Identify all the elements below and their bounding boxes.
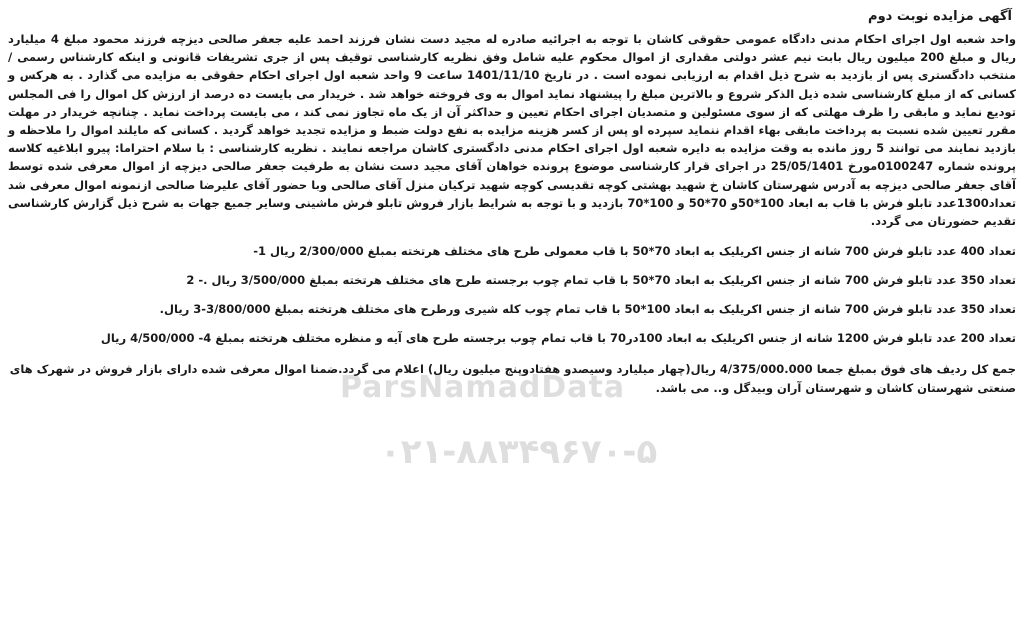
list-item: تعداد 400 عدد تابلو فرش 700 شانه از جنس اکریلیک به ابعاد 70*50 با قاب معمولی طرح های مختلف هرتخته بمبلغ 2/300/000 ریال 1- (253, 244, 1016, 259)
watermark-phone: ۰۲۱-۸۸۳۴۹۶۷۰-۵ (380, 432, 658, 472)
notice-summary: جمع کل ردیف های فوق بمبلغ جمعا 4/375/000.000 ریال(چهار میلیارد وسیصدو هفتادوپنج میلیون ریال) اعلام می گردد.ضمنا اموال معرفی شده دارای بازار فروش در شهرک های صنعتی شهرستان کاشان و شهرستان آران وبیدگل و.. می باشد. (9, 362, 1016, 396)
list-item: تعداد 350 عدد تابلو فرش 700 شانه از جنس اکریلیک به ابعاد 100*50 با قاب تمام چوب کله شیری ورطرح های مختلف هرتخته بمبلغ 3/800/000-3 ریال. (159, 302, 1016, 317)
list-item: تعداد 200 عدد تابلو فرش 1200 شانه از جنس اکریلیک به ابعاد 100در70 با قاب تمام چوب برجسته طرح های آیه و منظره مختلف هرتخته بمبلغ 4- 4/500/000 ریال (100, 331, 1016, 346)
notice-title: آگهی مزایده نوبت دوم (868, 9, 1012, 24)
notice-body: واحد شعبه اول اجرای احکام مدنی دادگاه عمومی حقوقی کاشان با توجه به اجرائیه صادره له مجید دست نشان فرزند احمد علیه جعفر صالحی دیزچه فرزند محمود مبلغ 4 میلیارد ریال و مبلغ 200 میلیون ریال بابت نیم عشر دولتی مقداری از اموال محکوم علیه شامل وفق نظریه کارشناسی توقیف پس از جری تشریفات قانونی و اینکه کارشناس رسمی / منتخب دادگستری پس از بازدید به شرح ذیل اقدام به ارزیابی نموده است . در تاریخ 1401/11/10 ساعت 9 واحد شعبه اول اجرای احکام حقوقی به مزایده می گذارد . به هرکس و کسانی که از مبلغ کارشناسی شده ذیل الذکر شروع و بالاترین مبلغ را پیشنهاد نماید اموال به وی فروخته خواهد شد . خریدار می بایست ده درصد از ارزش کل اموال را فی المجلس تودیع نماید و مابقی را ظرف مهلتی که از سوی مسئولین و متصدیان اجرای احکام تعیین و حداکثر آن از یک ماه تجاوز نمی کند ، می بایست پرداخت نماید . چنانچه خریدار در مهلت مقرر تعیین شده نسبت به پرداخت مابقی بهاء اقدام ننماید سپرده او پس از کسر هزینه مزایده به نفع دولت ضبط و مزایده تجدید خواهد گردید . کسانی که مایلند اموال را ملاحظه و بازدید نمایند می توانند 5 روز مانده به وقت مزایده به دایره شعبه اول اجرای احکام مدنی دادگستری کاشان مراجعه نمایند . نظریه کارشناسی : با سلام احتراما: پیرو ابلاغیه کلاسه پرونده شماره 0100247مورخ 25/05/1401 در اجرای قرار کارشناسی موضوع پرونده خواهان آقای مجید دست نشان به طرفیت جعفر صالحی دیزچه از اموال معرفی شده توسط آقای جعفر صالحی دیزچه به آدرس شهرستان کاشان خ شهید بهشتی کوچه تقدیسی کوچه شهید ترکیان منزل آقای صالحی وبا حضور آقای علیرضا صالحی ازنمونه اموال معرفی شد تعداد1300عدد تابلو فرش با قاب به ابعاد 100*50و 70*50 و 100*70 بازدید و با توجه به شرایط بازار فروش تابلو فرش ماشینی وسایر جمیع جهات به شرح ذیل گزارش کارشناسی تقدیم حضورتان می گردد. (8, 32, 1017, 229)
list-item: تعداد 350 عدد تابلو فرش 700 شانه از جنس اکریلیک به ابعاد 70*50 با قاب تمام چوب برجسته طرح های مختلف هرتخته بمبلغ 3/500/000 ریال .- 2 (186, 273, 1016, 288)
watermark-brand: ParsNamadData (340, 370, 626, 405)
